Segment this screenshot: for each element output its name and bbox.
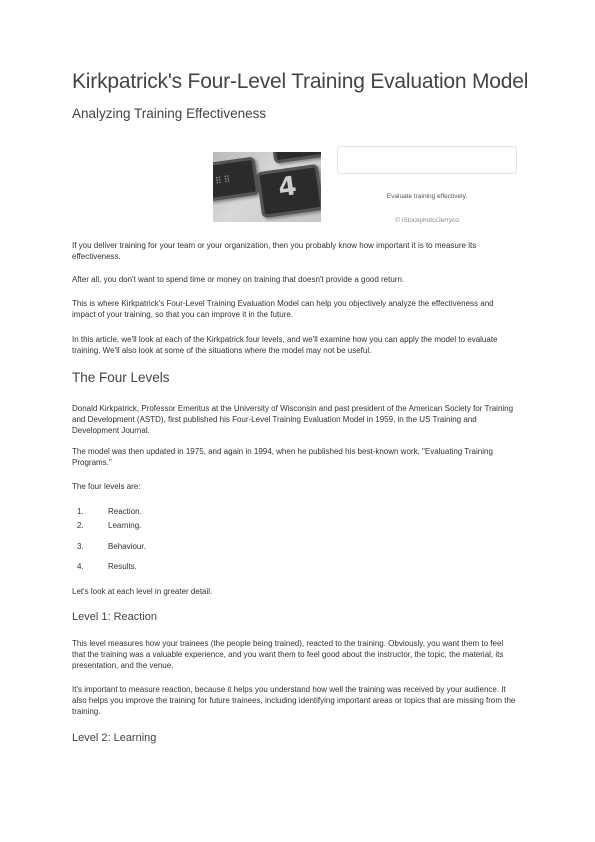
- list-number: 3.: [77, 542, 84, 551]
- figure-credit: © iStockphoto/Jerryco: [395, 217, 459, 224]
- list-number: 4.: [77, 562, 84, 571]
- list-number: 2.: [77, 521, 84, 530]
- caption-box: [337, 146, 517, 174]
- list-label: Reaction.: [108, 507, 142, 516]
- section-heading: Level 1: Reaction: [72, 611, 157, 623]
- section-paragraph: This level measures how your trainees (the people being trained), reacted to the training. Obviously, you want them to feel that the training was a valuable experience, and you want them to feel good about the instructor, the topic, the material, its presentation, and the venue.: [72, 639, 504, 670]
- list-label: Results.: [108, 562, 137, 571]
- keyboard-keys-photo: [213, 152, 321, 222]
- article-title: Kirkpatrick's Four-Level Training Evaluation Model: [72, 70, 529, 93]
- key-glyph: 4: [276, 171, 299, 204]
- section-paragraph: It's important to measure reaction, because it helps you understand how well the training was received by your audience. It also helps you improve the training for future trainees, including identifying important areas or topics that are missing from the training.: [72, 685, 516, 716]
- braille-dots-icon: ⠿⠿: [214, 173, 233, 187]
- section-heading: Level 2: Learning: [72, 732, 157, 744]
- list-label: Behaviour.: [108, 542, 146, 551]
- intro-paragraph: If you deliver training for your team or your organization, then you probably know how important it is to measure its effectiveness.: [72, 241, 477, 261]
- section-paragraph: The four levels are:: [72, 482, 141, 491]
- photo-key: [213, 157, 259, 202]
- section-paragraph: Donald Kirkpatrick, Professor Emeritus at the University of Wisconsin and past president of the American Society for Training and Development (ASTD), first published his Four-Level Training Evaluation Model in 1959, in the US Training and Development Journal.: [72, 404, 514, 435]
- figure-caption: Evaluate training effectively.: [386, 193, 468, 200]
- list-label: Learning.: [108, 521, 142, 530]
- photo-key: [256, 164, 321, 218]
- intro-paragraph: In this article, we'll look at each of the Kirkpatrick four levels, and we'll examine how you can apply the model to evaluate training. We'll also look at some of the situations where the model may not be useful.: [72, 335, 498, 355]
- list-number: 1.: [77, 507, 84, 516]
- intro-paragraph: This is where Kirkpatrick's Four-Level Training Evaluation Model can help you objectively analyze the effectiveness and impact of your training, so that you can improve it in the future.: [72, 299, 494, 319]
- photo-key: [272, 152, 321, 164]
- intro-paragraph: After all, you don't want to spend time or money on training that doesn't provide a good return.: [72, 275, 405, 284]
- section-heading: The Four Levels: [72, 370, 170, 385]
- article-subtitle: Analyzing Training Effectiveness: [72, 106, 267, 121]
- section-paragraph: The model was then updated in 1975, and again in 1994, when he published his best-known work, "Evaluating Training Programs.": [72, 447, 493, 467]
- section-paragraph: Let's look at each level in greater detail.: [72, 587, 213, 596]
